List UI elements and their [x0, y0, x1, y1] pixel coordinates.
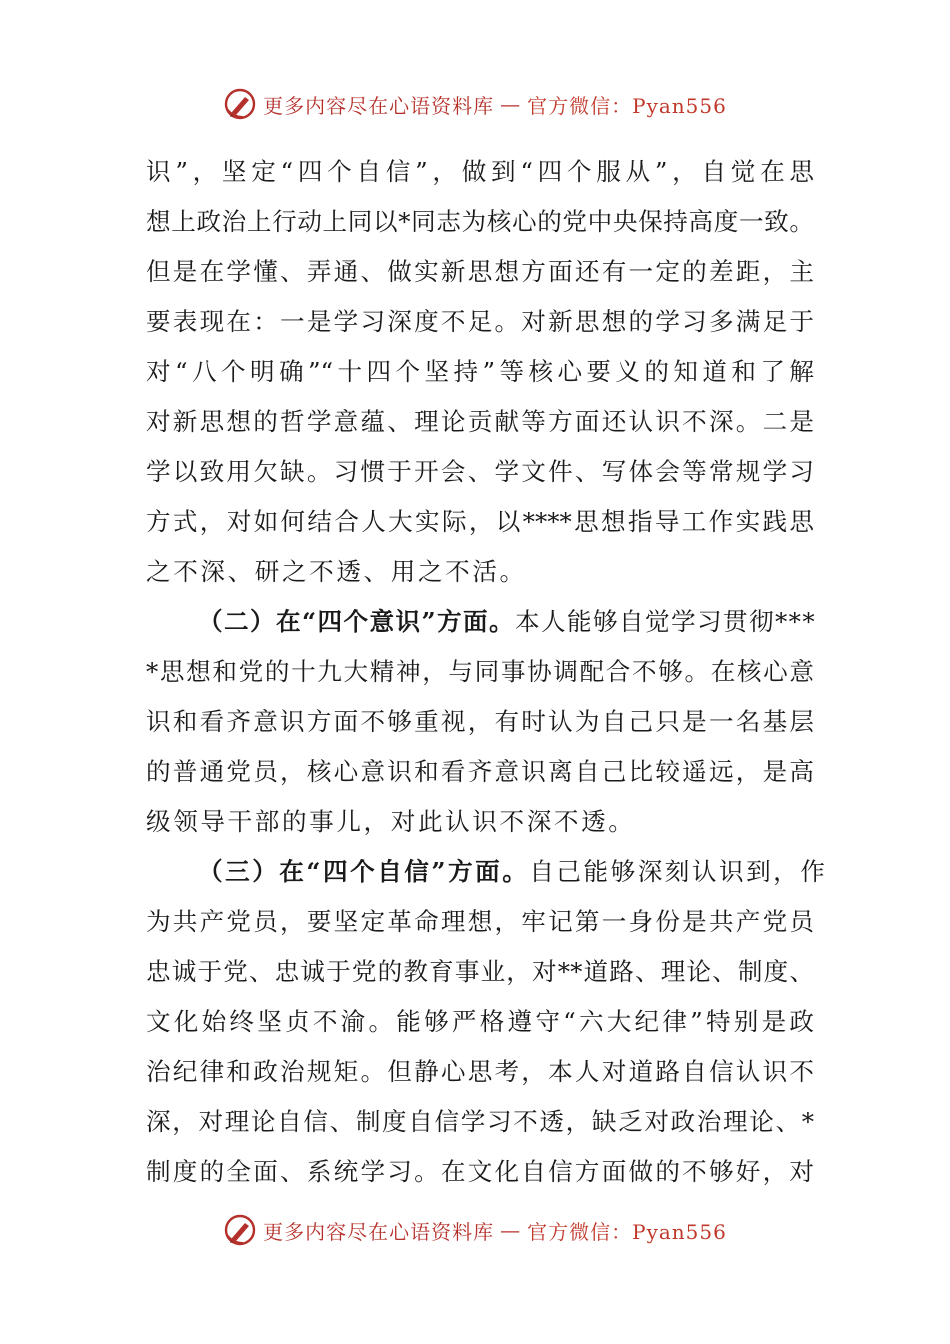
- body-line: 制度的全面、系统学习。在文化自信方面做的不够好，对: [146, 1157, 814, 1186]
- banner-title: 更多内容尽在心语资料库: [263, 1219, 495, 1244]
- body-line: 对“八个明确”“十四个坚持”等核心要义的知道和了解: [146, 357, 814, 386]
- section-heading: （二）在“四个意识”方面。: [198, 607, 516, 636]
- section-heading-line: [146, 847, 828, 897]
- body-line: 治纪律和政治规矩。但静心思考，本人对道路自信认识不: [146, 1057, 814, 1086]
- section-first-line-rest: 本人能够自觉学习贯彻***: [515, 607, 817, 636]
- pen-circle-logo-icon: [223, 87, 257, 121]
- body-line: 要表现在：一是学习深度不足。对新思想的学习多满足于: [146, 307, 814, 336]
- body-line: 深，对理论自信、制度自信学习不透，缺乏对政治理论、*: [146, 1107, 814, 1136]
- body-line: 想上政治上行动上同以*同志为核心的党中央保持高度一致。: [146, 207, 814, 236]
- body-line: 之不深、研之不透、用之不活。: [146, 557, 527, 586]
- body-line: *思想和党的十九大精神，与同事协调配合不够。在核心意: [146, 657, 814, 686]
- body-line: 忠诚于党、忠诚于党的教育事业，对**道路、理论、制度、: [146, 957, 814, 986]
- footer-banner: [0, 1208, 950, 1252]
- banner-dash: —: [500, 1218, 522, 1242]
- section-heading: （三）在“四个自信”方面。: [198, 857, 530, 886]
- banner-title: 更多内容尽在心语资料库: [263, 93, 495, 118]
- banner-dash: —: [500, 92, 522, 116]
- body-line: 的普通党员，核心意识和看齐意识离自己比较遥远，是高: [146, 757, 814, 786]
- body-line: 但是在学懂、弄通、做实新思想方面还有一定的差距，主: [146, 257, 814, 286]
- banner-wechat: 官方微信：Pyan556: [527, 93, 727, 118]
- section-heading-line: [146, 597, 817, 647]
- header-banner: [0, 82, 950, 126]
- section-first-line-rest: 自己能够深刻认识到，作: [529, 857, 828, 886]
- body-line: 为共产党员，要坚定革命理想，牢记第一身份是共产党员: [146, 907, 814, 936]
- body-line: 对新思想的哲学意蕴、理论贡献等方面还认识不深。二是: [146, 407, 814, 436]
- banner-wechat: 官方微信：Pyan556: [527, 1219, 727, 1244]
- body-line: 级领导干部的事儿，对此认识不深不透。: [146, 807, 636, 836]
- body-line: 识和看齐意识方面不够重视，有时认为自己只是一名基层: [146, 707, 814, 736]
- document-body: [146, 147, 828, 1197]
- body-line: 文化始终坚贞不渝。能够严格遵守“六大纪律”特别是政: [146, 1007, 814, 1036]
- body-line: 识”，坚定“四个自信”，做到“四个服从”，自觉在思: [146, 157, 814, 186]
- body-line: 学以致用欠缺。习惯于开会、学文件、写体会等常规学习: [146, 457, 814, 486]
- pen-circle-logo-icon: [223, 1213, 257, 1247]
- body-line: 方式，对如何结合人大实际，以****思想指导工作实践思: [146, 507, 814, 536]
